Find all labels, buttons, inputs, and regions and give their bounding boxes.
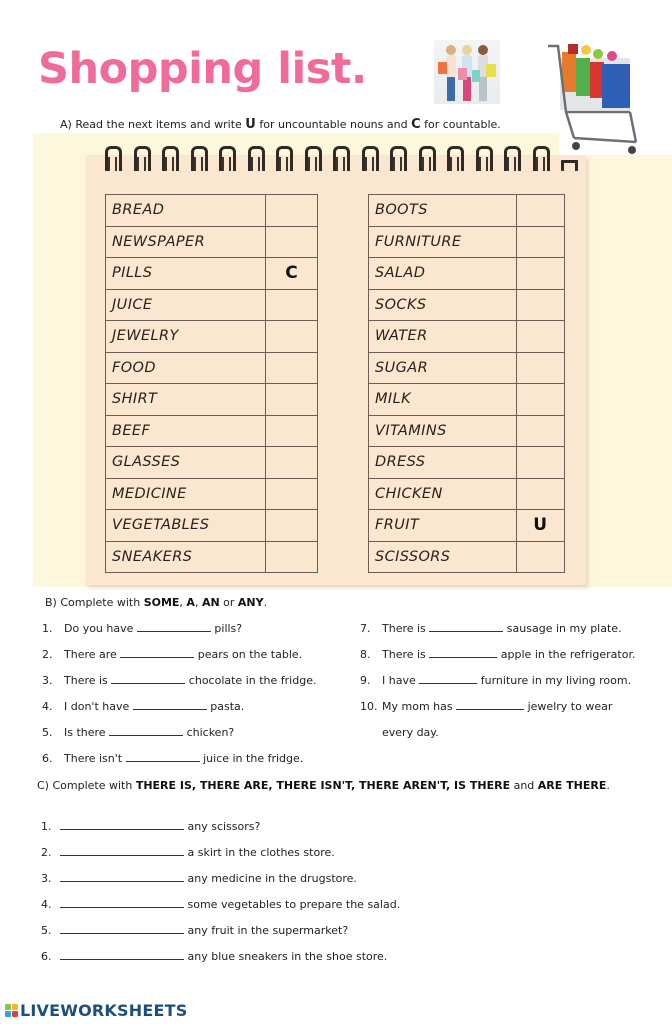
exercise-b-item-continuation: every day. [382,726,439,739]
table-row [106,541,318,573]
table-row [106,226,318,258]
table-row [369,447,565,479]
shopping-cart-image [546,42,638,156]
spiral-ring-icon [161,145,175,171]
item-word: SALAD [369,258,517,290]
answer-cell[interactable] [266,510,318,542]
spiral-ring-icon [218,145,232,171]
item-word: MILK [369,384,517,416]
table-row [369,384,565,416]
answer-cell[interactable] [266,289,318,321]
item-word: FRUIT [369,510,517,542]
answer-cell[interactable] [516,415,564,447]
exercise-b-item: 5. Is there chicken? [42,726,235,739]
answer-blank[interactable] [60,872,184,882]
answer-cell[interactable] [516,321,564,353]
item-word: GLASSES [106,447,266,479]
liveworksheets-logo[interactable] [5,1001,187,1020]
answer-blank[interactable] [60,924,184,934]
exercise-c-item: 5. any fruit in the supermarket? [41,924,349,937]
exercise-b-item: 2. There are pears on the table. [42,648,303,661]
table-row [369,415,565,447]
spiral-ring-icon [446,145,460,171]
item-word: SUGAR [369,352,517,384]
answer-cell[interactable] [516,258,564,290]
answer-cell[interactable] [266,226,318,258]
item-word: SOCKS [369,289,517,321]
answer-cell[interactable] [266,321,318,353]
spiral-ring-icon [275,145,289,171]
item-word: PILLS [106,258,266,290]
exercise-b-item: 1. Do you have pills? [42,622,243,635]
answer-blank[interactable] [111,674,185,684]
exercise-c-item: 4. some vegetables to prepare the salad. [41,898,401,911]
answer-blank[interactable] [429,648,497,658]
answer-cell[interactable] [266,478,318,510]
item-word: VEGETABLES [106,510,266,542]
answer-cell[interactable] [516,478,564,510]
spiral-ring-icon [475,145,489,171]
item-word: SHIRT [106,384,266,416]
table-row [106,258,318,290]
table-row [106,447,318,479]
worksheet-title: Shopping list. [38,44,367,94]
exercise-b-item: 3. There is chocolate in the fridge. [42,674,317,687]
items-table-right [368,194,565,573]
item-word: NEWSPAPER [106,226,266,258]
answer-cell[interactable] [266,384,318,416]
spiral-binding [104,141,574,171]
item-word: MEDICINE [106,478,266,510]
answer-blank[interactable] [126,752,200,762]
section-c-instructions: C) Complete with THERE IS, THERE ARE, THERE ISN'T, THERE AREN'T, IS THERE and ARE THERE. [37,779,610,792]
table-row [106,321,318,353]
spiral-ring-icon [361,145,375,171]
answer-blank[interactable] [137,622,211,632]
table-row [106,195,318,227]
spiral-ring-icon [247,145,261,171]
spiral-ring-icon [190,145,204,171]
spiral-ring-icon [389,145,403,171]
item-word: FOOD [106,352,266,384]
item-word: BEEF [106,415,266,447]
exercise-c-item: 1. any scissors? [41,820,261,833]
answer-blank[interactable] [429,622,503,632]
table-row [106,352,318,384]
exercise-c-item: 2. a skirt in the clothes store. [41,846,335,859]
answer-cell[interactable] [516,447,564,479]
table-row [369,195,565,227]
exercise-b-item: 7. There is sausage in my plate. [360,622,622,635]
answer-cell[interactable] [266,352,318,384]
item-word: SNEAKERS [106,541,266,573]
table-row [369,289,565,321]
items-table-left [105,194,318,573]
table-row [369,352,565,384]
answer-blank[interactable] [456,700,524,710]
table-row [369,226,565,258]
answer-blank[interactable] [109,726,183,736]
logo-squares-icon [5,1004,18,1017]
answer-cell[interactable]: C [266,258,318,290]
exercise-b-item: 9. I have furniture in my living room. [360,674,632,687]
spiral-ring-icon [104,145,118,171]
item-word: WATER [369,321,517,353]
answer-cell[interactable] [266,541,318,573]
spiral-ring-icon [532,145,546,171]
item-word: FURNITURE [369,226,517,258]
item-word: BOOTS [369,195,517,227]
spiral-ring-icon [332,145,346,171]
item-word: VITAMINS [369,415,517,447]
exercise-b-item: 8. There is apple in the refrigerator. [360,648,636,661]
table-row [369,321,565,353]
answer-blank[interactable] [60,846,184,856]
answer-blank[interactable] [120,648,194,658]
exercise-b-item: 10. My mom has jewelry to wear [360,700,613,713]
item-word: SCISSORS [369,541,517,573]
answer-cell[interactable] [516,226,564,258]
table-row [106,289,318,321]
spiral-ring-icon [560,161,574,171]
table-row [106,415,318,447]
answer-cell[interactable] [266,415,318,447]
table-row [106,384,318,416]
table-row [369,478,565,510]
exercise-b-item: 6. There isn't juice in the fridge. [42,752,304,765]
answer-blank[interactable] [419,674,477,684]
item-word: BREAD [106,195,266,227]
spiral-ring-icon [503,145,517,171]
spiral-ring-icon [304,145,318,171]
exercise-c-item: 6. any blue sneakers in the shoe store. [41,950,388,963]
table-row [106,510,318,542]
table-row [369,258,565,290]
spiral-ring-icon [418,145,432,171]
item-word: JEWELRY [106,321,266,353]
answer-cell[interactable]: U [516,510,564,542]
section-b-instructions: B) Complete with SOME, A, AN or ANY. [45,596,268,609]
table-row [369,541,565,573]
answer-blank[interactable] [60,898,184,908]
answer-blank[interactable] [60,950,184,960]
table-row [106,478,318,510]
table-row [369,510,565,542]
item-word: JUICE [106,289,266,321]
answer-cell[interactable] [266,195,318,227]
exercise-c-item: 3. any medicine in the drugstore. [41,872,357,885]
shopping-girls-image [434,40,500,104]
answer-cell[interactable] [516,541,564,573]
item-word: DRESS [369,447,517,479]
answer-blank[interactable] [60,820,184,830]
answer-cell[interactable] [516,289,564,321]
answer-cell[interactable] [516,384,564,416]
spiral-ring-icon [133,145,147,171]
logo-text: LIVEWORKSHEETS [20,1001,188,1020]
answer-cell[interactable] [516,195,564,227]
item-word: CHICKEN [369,478,517,510]
answer-blank[interactable] [133,700,207,710]
answer-cell[interactable] [516,352,564,384]
exercise-b-item: 4. I don't have pasta. [42,700,245,713]
answer-cell[interactable] [266,447,318,479]
section-a-instructions: A) Read the next items and write U for uncountable nouns and C for countable. [60,117,501,132]
